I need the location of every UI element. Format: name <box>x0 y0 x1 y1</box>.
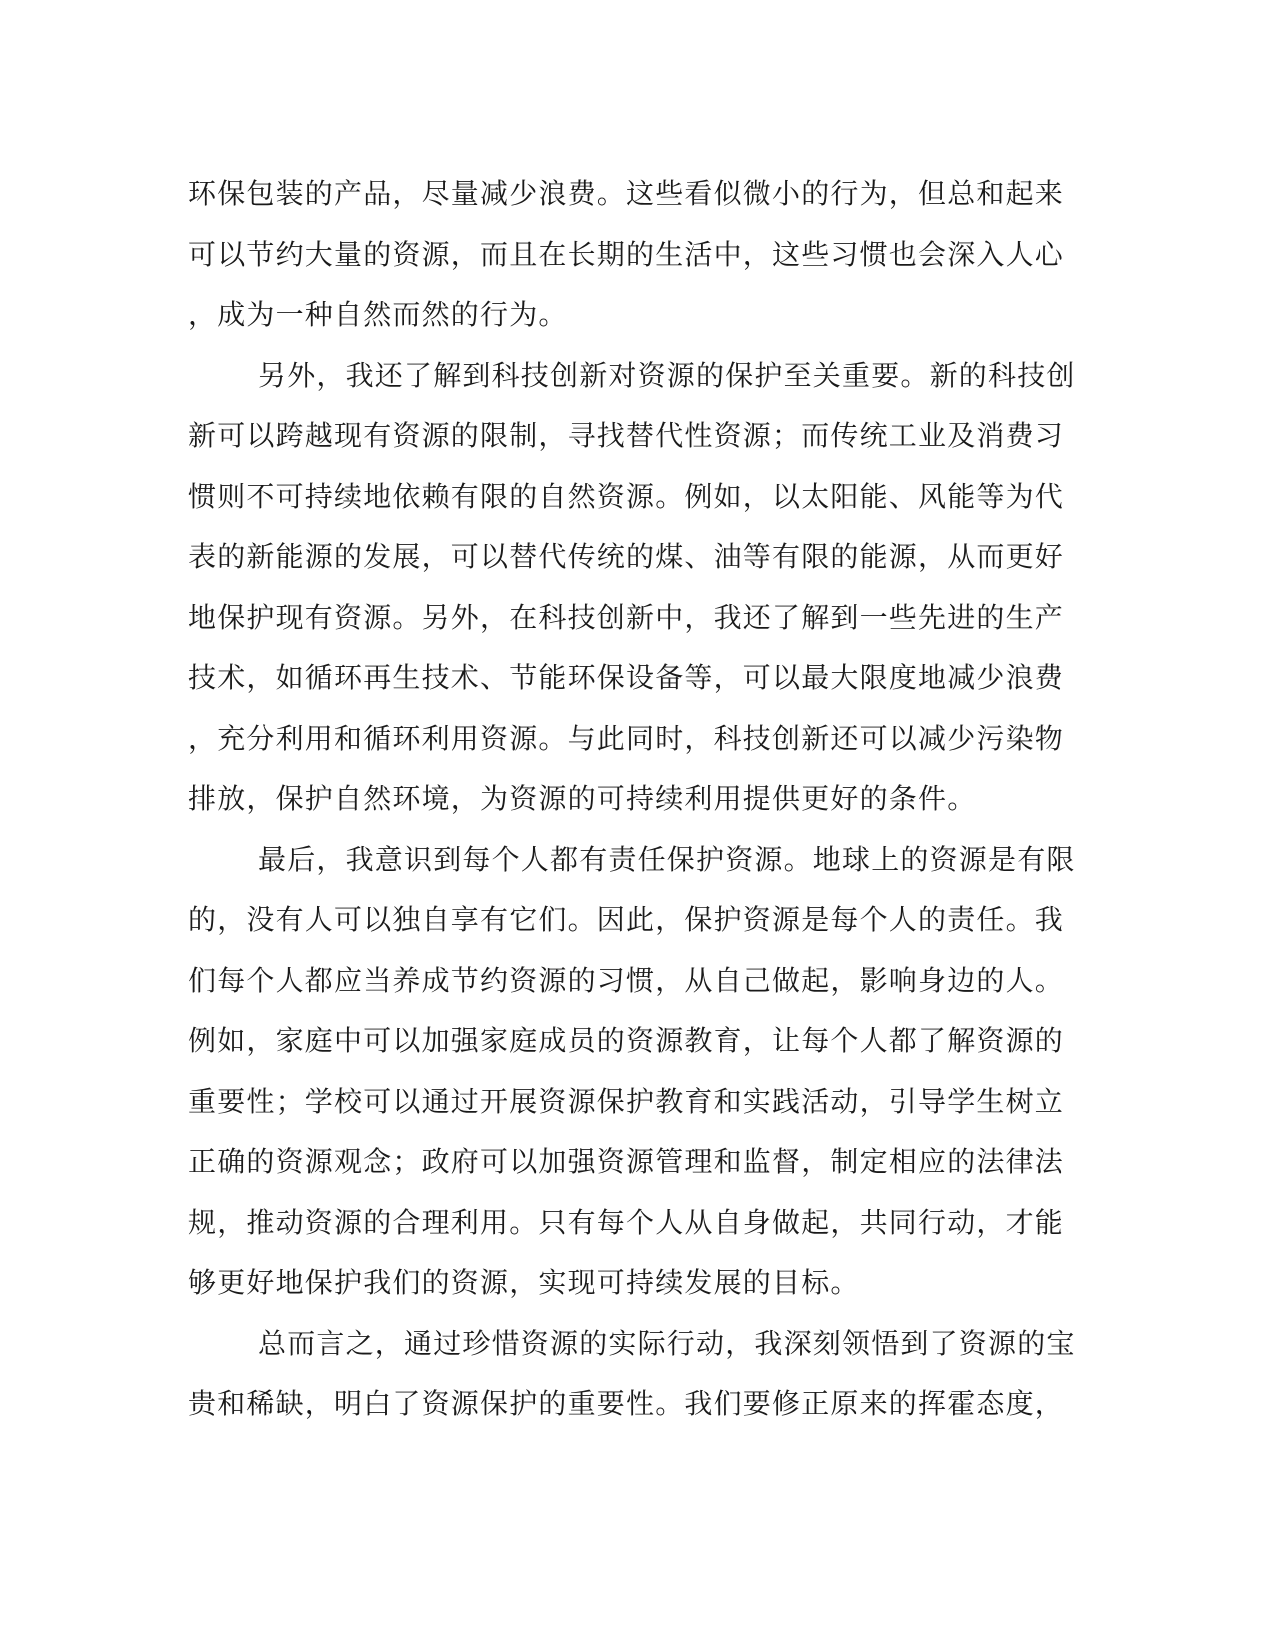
paragraph-start-line: 另外，我还了解到科技创新对资源的保护至关重要。新的科技创 <box>258 358 1076 392</box>
text-line: 的，没有人可以独自享有它们。因此，保护资源是每个人的责任。我 <box>188 903 1065 936</box>
text-line: 正确的资源观念；政府可以加强资源管理和监督，制定相应的法律法 <box>188 1145 1065 1178</box>
document-body <box>188 164 1088 1435</box>
text-line: 例如，家庭中可以加强家庭成员的资源教育，让每个人都了解资源的 <box>188 1024 1065 1057</box>
text-line: 规，推动资源的合理利用。只有每个人从自身做起，共同行动，才能 <box>188 1205 1065 1239</box>
text-line: 表的新能源的发展，可以替代传统的煤、油等有限的能源，从而更好 <box>188 540 1065 573</box>
text-line: 地保护现有资源。另外，在科技创新中，我还了解到一些先进的生产 <box>188 600 1065 634</box>
text-line: 惯则不可持续地依赖有限的自然资源。例如，以太阳能、风能等为代 <box>188 479 1065 513</box>
text-line: ，充分利用和循环利用资源。与此同时，科技创新还可以减少污染物 <box>188 721 1065 755</box>
text-line: 环保包装的产品，尽量减少浪费。这些看似微小的行为，但总和起来 <box>188 177 1065 210</box>
text-line: 重要性；学校可以通过开展资源保护教育和实践活动，引导学生树立 <box>188 1084 1065 1118</box>
text-line: 贵和稀缺，明白了资源保护的重要性。我们要修正原来的挥霍态度， <box>188 1387 1065 1420</box>
text-line: 排放，保护自然环境，为资源的可持续利用提供更好的条件。 <box>188 782 977 815</box>
text-line: ，成为一种自然而然的行为。 <box>188 298 568 331</box>
text-line: 新可以跨越现有资源的限制，寻找替代性资源；而传统工业及消费习 <box>188 419 1065 452</box>
text-line: 技术，如循环再生技术、节能环保设备等，可以最大限度地减少浪费 <box>188 661 1065 694</box>
text-line: 们每个人都应当养成节约资源的习惯，从自己做起，影响身边的人。 <box>188 963 1065 997</box>
text-line: 够更好地保护我们的资源，实现可持续发展的目标。 <box>188 1266 860 1299</box>
paragraph-start-line: 最后，我意识到每个人都有责任保护资源。地球上的资源是有限 <box>258 842 1076 876</box>
paragraph-start-line: 总而言之，通过珍惜资源的实际行动，我深刻领悟到了资源的宝 <box>258 1326 1076 1360</box>
text-line: 可以节约大量的资源，而且在长期的生活中，这些习惯也会深入人心 <box>188 237 1065 271</box>
